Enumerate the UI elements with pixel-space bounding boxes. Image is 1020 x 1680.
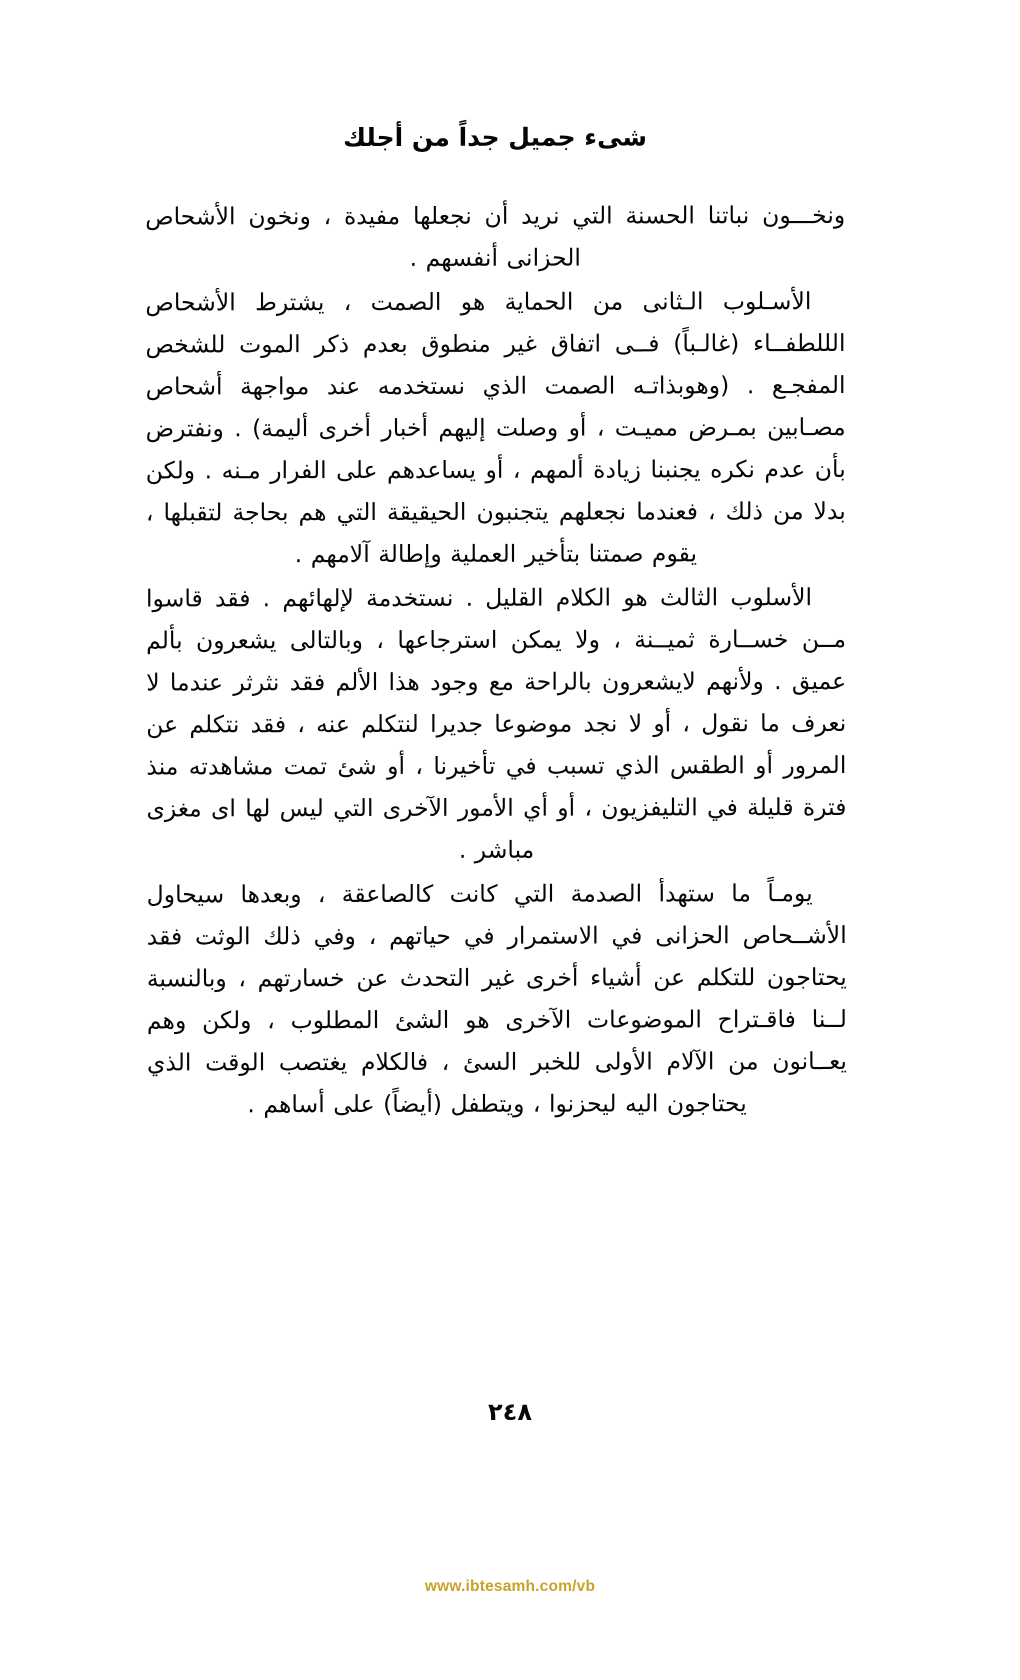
watermark-url: www.ibtesamh.com/vb <box>424 1578 596 1595</box>
site-watermark <box>0 1578 1020 1596</box>
body-paragraph-1: ونخـــون نباتنا الحسنة التي نريد أن نجعلها مفيدة ، ونخون الأشحاص الحزانى أنفسهم . <box>145 200 846 272</box>
page-heading: شىء جميل جداً من أجلك <box>343 122 647 153</box>
page-number: ٢٤٨ <box>488 1398 532 1426</box>
body-paragraph-4: يومـاً ما ستهدأ الصدمة التي كانت كالصاعقة ، وبعدها سيحاول الأشــحاص الحزانى في الاستمرار في حياتهم ، وفي ذلك الوثت فقد يحتاجون للتكلم عن أشياء أخرى غير التحدث عن خسارتهم ، وبالنسبة لــنا فاقـتراح الموضوعات الآخرى هو الشئ المطلوب ، ولكن وهم يعــانون من الآلام الأولى للخبر السئ ، فالكلام يغتصب الوقت الذي يحتاجون اليه ليحزنوا ، ويتطفل (أيضاً) على أساهم . <box>146 878 848 1118</box>
page-text-column <box>145 118 847 1127</box>
body-paragraph-3: الأسلوب الثالث هو الكلام القليل . نستخدمة لإلهائهم . فقد قاسوا مــن خســارة ثميــنة ، ولا يمكن استرجاعها ، وبالتالى يشعرون بألم عميق . ولأنهم لايشعرون بالراحة مع وجود هذا الألم فقد نثرثر عندما لا نعرف ما نقول ، أو لا نجد موضوعا جديرا لنتكلم عنه ، فقد نتكلم عن المرور أو الطقس الذي تسبب في تأخيرنا ، أو شئ تمت مشاهدته منذ فترة قليلة في التليفزيون ، أو أي الأمور الآخرى التي ليس لها اى مغزى مباشر . <box>145 582 847 864</box>
body-paragraph-2: الأسـلوب الـثانى من الحماية هو الصمت ، يشترط الأشحاص الللطفــاء (غالـباً) فــى اتفاق غير منطوق بعدم ذكر الموت للشخص المفجـع . (وهوبذاتـه الصمت الذي نستخدمه عند مواجهة أشحاص مصـابين بمـرض مميـت ، أو وصلت إليهم أخبار أخرى أليمة) . ونفترض بأن عدم نكره يجنبنا زيادة ألمهم ، أو يساعدهم على الفرار مـنه . ولكن بدلا من ذلك ، فعندما نجعلهم يتجنبون الحيقيقة التي هم بحاجة لتقبلها ، يقوم صمتنا بتأخير العملية وإطالة آلامهم . <box>145 286 846 568</box>
